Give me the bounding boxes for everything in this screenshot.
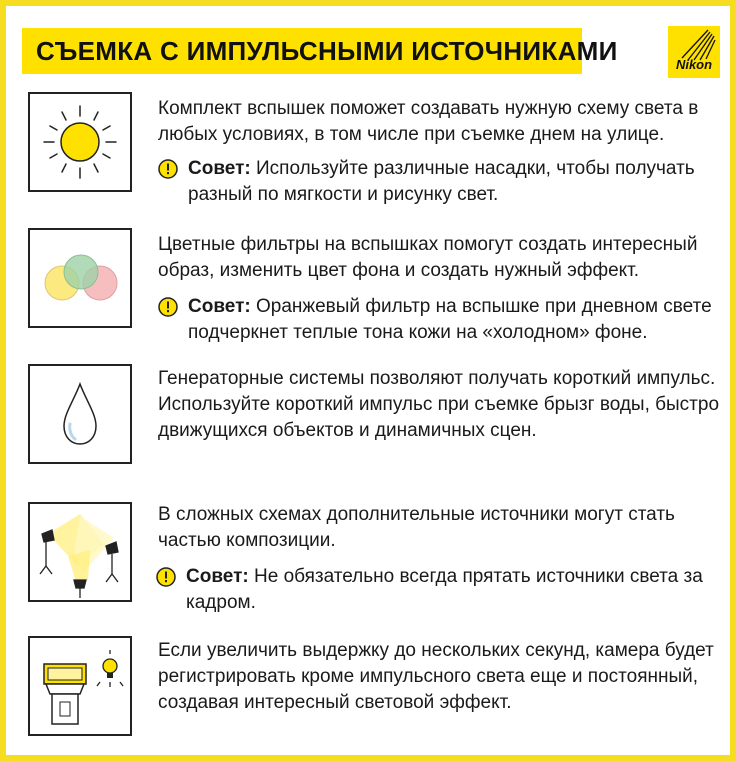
page-title: СЪЕМКА С ИМПУЛЬСНЫМИ ИСТОЧНИКАМИ <box>36 35 618 66</box>
water-drop-icon-box <box>28 364 132 464</box>
row-3-text: Генераторные системы позволяют получать короткий импульс. Используйте короткий импульс при съемке брызг воды, быстро движущихся объектов и динамичных сцен. <box>158 368 720 441</box>
flash-and-bulb-icon <box>30 638 130 734</box>
row-5-text: Если увеличить выдержку до нескольких секунд, камера будет регистрировать кроме импульсного света еще и постоянный, создавая интересный световой эффект. <box>158 640 714 713</box>
row-2-tip <box>158 294 736 346</box>
sun-icon-box <box>28 92 132 192</box>
tip-label: Совет: <box>186 566 249 587</box>
color-filters-icon <box>30 230 130 326</box>
tip-label: Совет: <box>188 158 251 179</box>
flash-and-bulb-icon-box <box>28 636 132 736</box>
sun-icon <box>30 94 130 190</box>
studio-lights-icon <box>30 504 130 600</box>
exclamation-icon <box>158 297 178 317</box>
tip-label: Совет: <box>188 296 251 317</box>
tip-text: Оранжевый фильтр на вспышке при дневном свете подчеркнет теплые тона кожи на «холодном» фоне. <box>188 296 712 343</box>
logo-text: Nikon <box>675 57 713 72</box>
studio-lights-icon-box <box>28 502 132 602</box>
row-4-text: В сложных схемах дополнительные источники могут стать частью композиции. <box>158 504 675 551</box>
exclamation-icon <box>156 567 176 587</box>
exclamation-icon <box>158 159 178 179</box>
title-banner <box>22 28 618 74</box>
color-filters-icon-box <box>28 228 132 328</box>
water-drop-icon <box>30 366 130 462</box>
row-4-tip <box>156 564 736 616</box>
row-1-tip <box>158 156 736 208</box>
tip-text: Используйте различные насадки, чтобы получать разный по мягкости и рисунку свет. <box>188 158 695 205</box>
row-2-text: Цветные фильтры на вспышках помогут создать интересный образ, изменить цвет фона и создать нужный эффект. <box>158 234 698 281</box>
tip-text: Не обязательно всегда прятать источники света за кадром. <box>186 566 703 613</box>
nikon-logo <box>668 26 720 78</box>
row-1-text: Комплект вспышек поможет создавать нужную схему света в любых условиях, в том числе при съемке днем на улице. <box>158 98 699 145</box>
